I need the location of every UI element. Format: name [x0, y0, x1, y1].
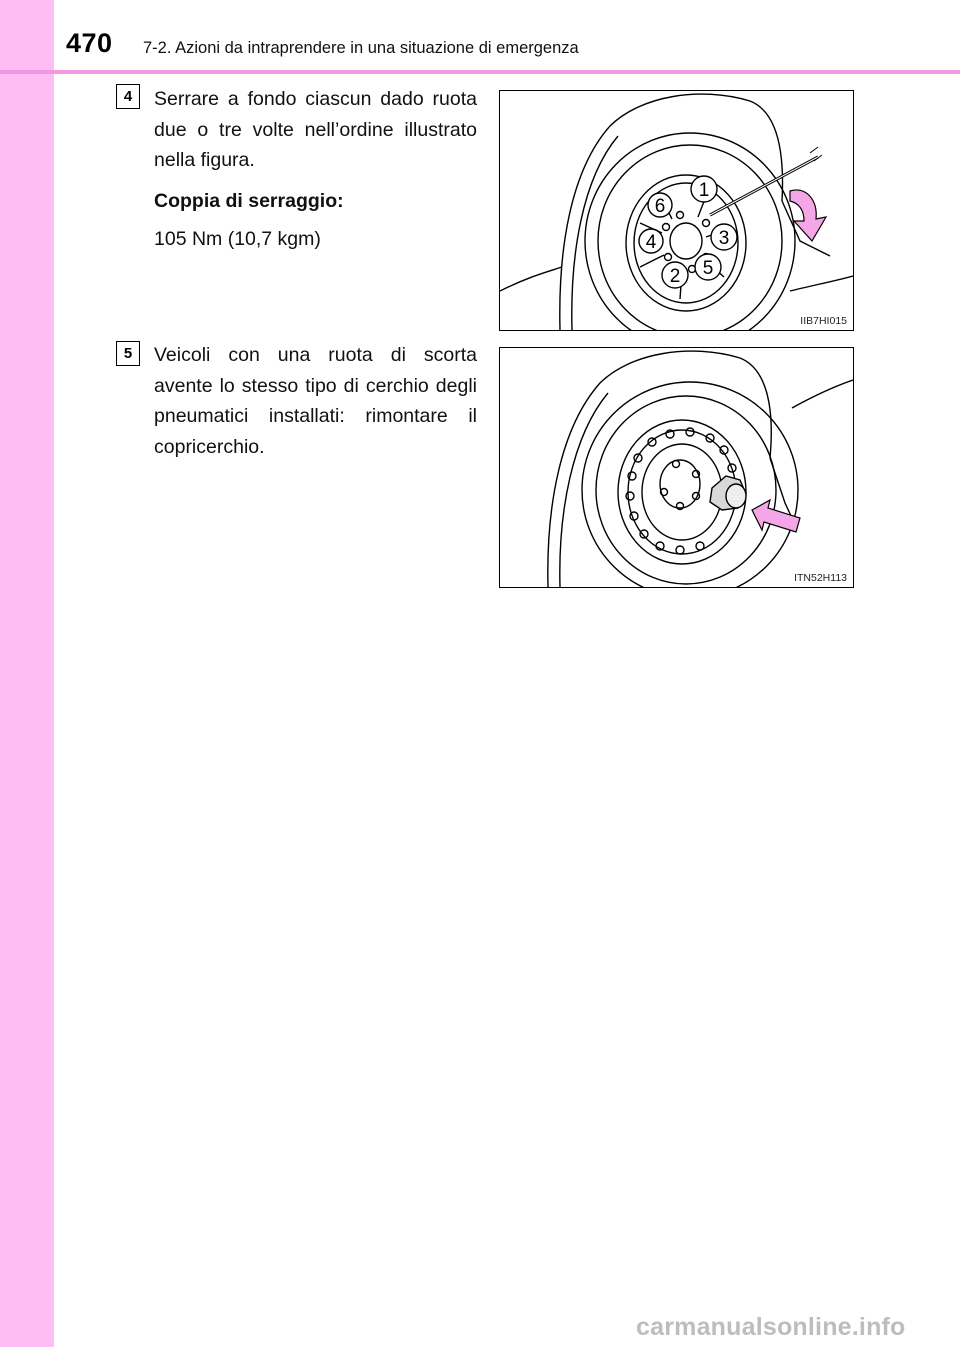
page-number: 470 — [66, 28, 113, 58]
header-rule — [0, 70, 960, 74]
nut-label-4: 4 — [645, 232, 657, 253]
nut-label-1: 1 — [698, 180, 710, 201]
step-badge-4: 4 — [116, 84, 140, 109]
wheel-cover-illustration — [500, 348, 853, 587]
nut-label-3: 3 — [718, 228, 730, 249]
torque-label: Coppia di serraggio: — [154, 189, 344, 212]
side-color-band — [0, 0, 54, 1347]
torque-value: 105 Nm (10,7 kgm) — [154, 228, 321, 250]
section-title: 7-2. Azioni da intraprendere in una situazione di emergenza — [143, 39, 579, 57]
step-badge-5: 5 — [116, 341, 140, 366]
step-4-text — [154, 84, 477, 255]
step-5-instruction: Veicoli con una ruota di scorta avente lo stesso tipo di cerchio degli pneumatici installati: rimontare il copricerchio. — [154, 344, 477, 458]
figure-wheel-cover — [499, 347, 854, 588]
watermark: carmanualsonline.info — [636, 1313, 906, 1341]
nut-label-5: 5 — [702, 258, 714, 279]
nut-label-6: 6 — [654, 196, 666, 217]
insert-arrow — [752, 500, 800, 532]
figure-code: ITN52H113 — [794, 572, 847, 584]
nut-label-2: 2 — [669, 266, 681, 287]
figure-tighten-nuts — [499, 90, 854, 331]
step-4-instruction: Serrare a fondo ciascun dado ruota due o tre volte nell’ordine illustrato nella figura. — [154, 88, 477, 171]
step-5-text — [154, 340, 477, 462]
figure-code: IIB7HI015 — [800, 315, 847, 327]
wheel-nut-order-illustration — [500, 91, 853, 330]
